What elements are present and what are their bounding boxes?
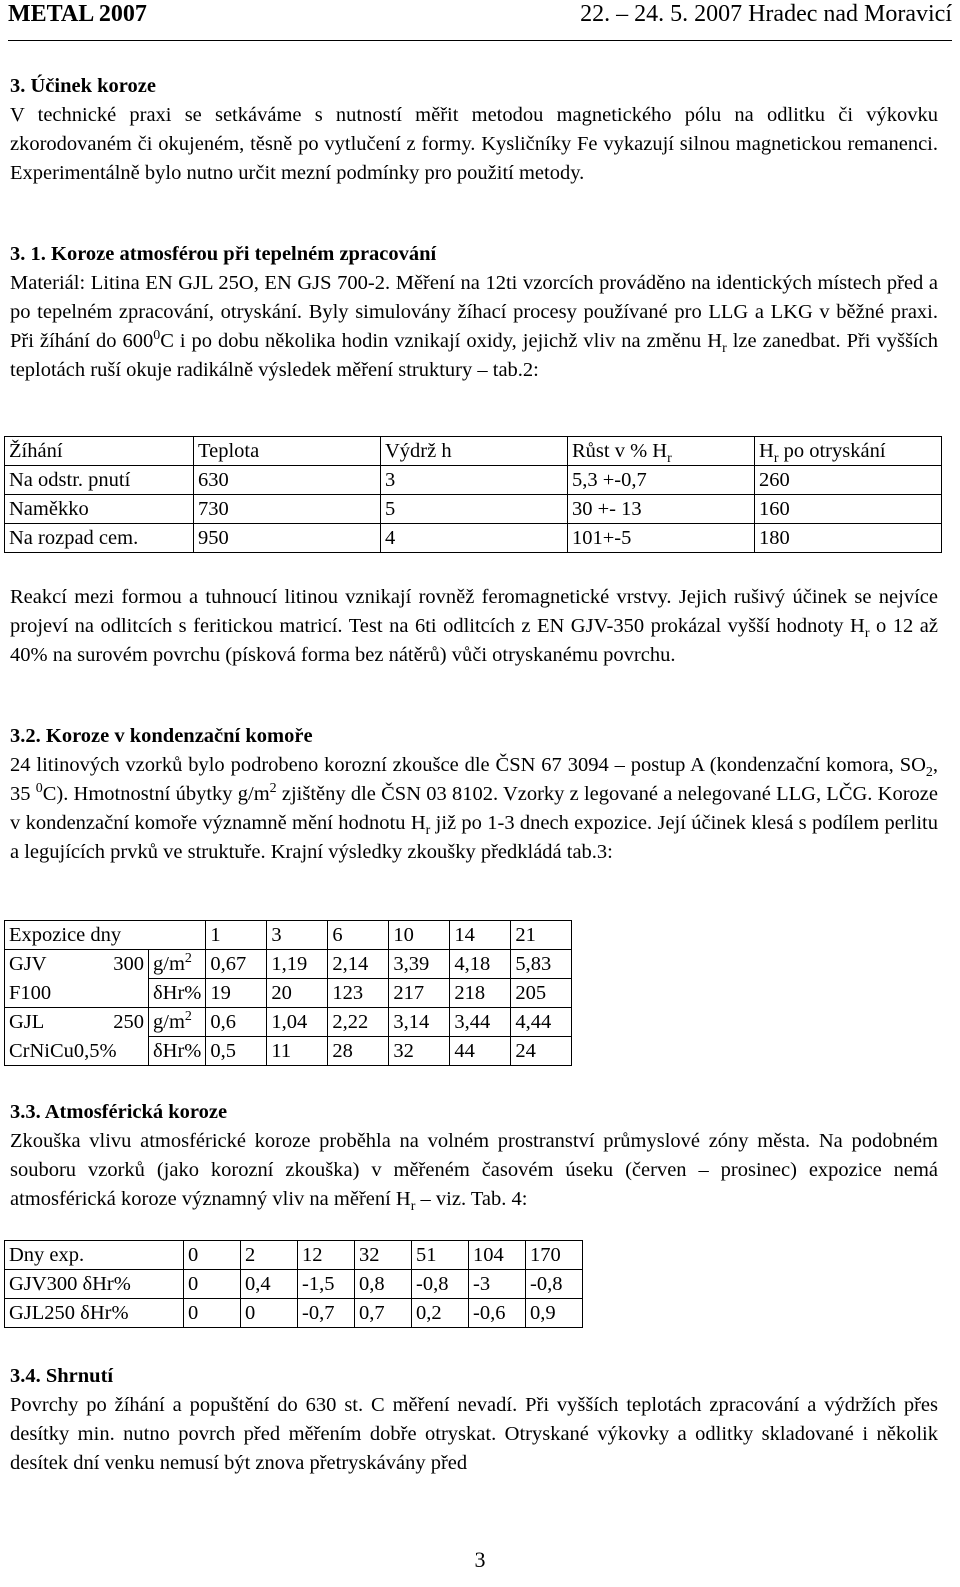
table-header-row [5, 921, 572, 950]
table-cell: 0,4 [241, 1270, 298, 1299]
row-label-cell: GJL250 δHr% [5, 1299, 184, 1328]
table-cell: 3,14 [389, 1008, 450, 1037]
header-cell: Růst v % $H_r$ [568, 437, 755, 466]
table-cell: 32 [355, 1241, 412, 1270]
section-3-3 [10, 1098, 938, 1214]
table-cell: 218 [450, 979, 511, 1008]
table-cell: 180 [755, 524, 942, 553]
section-3-1 [10, 240, 938, 385]
unit-cell: $g/m^2$ [149, 950, 206, 979]
table-cell: 51 [412, 1241, 469, 1270]
section-3-1-paragraph: Materiál: Litina EN GJL 25O, EN GJS 700-2. Měření na 12ti vzorcích prováděno na identických místech před a po tepelném zpracování, otryskání. Byly simulovány žíhací procesy používané pro LLG a LKG v běžné praxi. Při žíhání do $600^0C$ i po dobu několika hodin vznikají oxidy, jejichž vliv na změnu $H_r$ lze zanedbat. Při vyšších teplotách ruší okuje radikálně výsledek měření struktury – tab.2: [10, 272, 938, 381]
table-cell: 3,44 [450, 1008, 511, 1037]
table-cell: 0,2 [412, 1299, 469, 1328]
section-3-2-title: 3.2. Koroze v kondenzační komoře [10, 725, 313, 747]
table-cell: 30 +- 13 [568, 495, 755, 524]
table-cell: 4,44 [511, 1008, 572, 1037]
table-cell: 0,5 [206, 1037, 267, 1066]
header-cell: Expozice dny [5, 921, 206, 950]
section-3-2-paragraph: 24 litinových vzorků bylo podrobeno korozní zkoušce dle ČSN 67 3094 – postup A (kondenzační komora, $SO_2$, 35 $^0$C). Hmotnostní úbytky $g/m^2$ zjištěny dle ČSN 03 8102. Vzorky z legované a nelegované LLG, LČG. Koroze v kondenzační komoře významně mění hodnotu $H_r$ již po 1-3 dnech expozice. Její účinek klesá s podílem perlitu a legujících prvků ve struktuře. Krajní výsledky zkoušky předkládá tab.3: [10, 754, 938, 863]
table-row [5, 1299, 583, 1328]
table-cell: 12 [298, 1241, 355, 1270]
header-cell: Teplota [194, 437, 381, 466]
table-cell: 205 [511, 979, 572, 1008]
table-cell: 20 [267, 979, 328, 1008]
section-3-2 [10, 722, 938, 867]
table-cell: 5,83 [511, 950, 572, 979]
table-cell: -0,8 [526, 1270, 583, 1299]
table-body [5, 466, 942, 553]
table-cell: 32 [389, 1037, 450, 1066]
table-row [5, 1270, 583, 1299]
header-cell: Žíhání [5, 437, 194, 466]
table-cell: 950 [194, 524, 381, 553]
table-cell: 101+-5 [568, 524, 755, 553]
table-cell: -0,6 [469, 1299, 526, 1328]
table-row [5, 979, 572, 1008]
table-cell: 11 [267, 1037, 328, 1066]
table-row [5, 950, 572, 979]
header-cell: 6 [328, 921, 389, 950]
section-3 [10, 72, 938, 188]
section-3-3-title: 3.3. Atmosférická koroze [10, 1101, 228, 1123]
material-cell: GJV 300 [5, 950, 149, 979]
header-cell: 21 [511, 921, 572, 950]
table-cell: 3 [381, 466, 568, 495]
table-cell: 0 [241, 1299, 298, 1328]
table-cell: 5 [381, 495, 568, 524]
annealing-table [4, 436, 942, 553]
exposure-table [4, 920, 572, 1066]
table-cell: 0,7 [355, 1299, 412, 1328]
table-row [5, 1037, 572, 1066]
row-label-cell: GJV300 δHr% [5, 1270, 184, 1299]
material-cell: F100 [5, 979, 149, 1008]
table-row [5, 524, 942, 553]
casting-paragraph: Reakcí mezi formou a tuhnoucí litinou vznikají rovněž feromagnetické vrstvy. Jejich rušivý účinek se nejvíce projeví na odlitcích s feritickou matricí. Test na 6ti odlitcích z EN GJV-350 prokázal vyšší hodnoty $H_r$ o 12 až 40% na surovém povrchu (písková forma bez nátěrů) vůči otryskanému povrchu. [10, 586, 938, 666]
page-number: 3 [474, 1547, 486, 1572]
table-cell: 4 [381, 524, 568, 553]
table-cell: Na odstr. pnutí [5, 466, 194, 495]
table-row [5, 1008, 572, 1037]
section-3-4 [10, 1362, 938, 1478]
header-cell: 10 [389, 921, 450, 950]
table-cell: 0,6 [206, 1008, 267, 1037]
table-cell: 160 [755, 495, 942, 524]
table-cell: 3,39 [389, 950, 450, 979]
event-info: 22. – 24. 5. 2007 Hradec nad Moravicí [580, 1, 952, 27]
table-cell: 0,67 [206, 950, 267, 979]
row-label-cell: Dny exp. [5, 1241, 184, 1270]
page-header [8, 0, 952, 41]
section-3-paragraph: V technické praxi se setkáváme s nutností měřit metodou magnetického pólu na odlitku či výkovku zkorodovaném či okujeném, těsně po vytlučení z formy. Kysličníky Fe vykazují silnou magnetickou remanenci. Experimentálně bylo nutno určit mezní podmínky pro použití metody. [10, 104, 938, 184]
table-cell: 2,22 [328, 1008, 389, 1037]
table-row [5, 495, 942, 524]
table-row [5, 466, 942, 495]
table-cell: 104 [469, 1241, 526, 1270]
table-cell: 4,18 [450, 950, 511, 979]
table-cell: -0,7 [298, 1299, 355, 1328]
table-cell: 0,8 [355, 1270, 412, 1299]
table-cell: 2,14 [328, 950, 389, 979]
table-cell: 19 [206, 979, 267, 1008]
table-cell: 0 [184, 1270, 241, 1299]
header-cell: $H_r$ po otryskání [755, 437, 942, 466]
table-cell: 123 [328, 979, 389, 1008]
table-cell: Na rozpad cem. [5, 524, 194, 553]
header-cell: 3 [267, 921, 328, 950]
table-cell: -0,8 [412, 1270, 469, 1299]
table-cell: 0 [184, 1299, 241, 1328]
atmospheric-table [4, 1240, 583, 1328]
table-cell: 28 [328, 1037, 389, 1066]
table-cell: -3 [469, 1270, 526, 1299]
table-cell: 24 [511, 1037, 572, 1066]
table-cell: -1,5 [298, 1270, 355, 1299]
table-cell: 44 [450, 1037, 511, 1066]
table-row [5, 1241, 583, 1270]
header-cell: 14 [450, 921, 511, 950]
section-3-3-paragraph: Zkouška vlivu atmosférické koroze proběhla na volném prostranství průmyslové zóny města. Na podobném souboru vzorků (jako korozní zkouška) v měřeném časovém úseku (červen – prosinec) expozice nemá atmosférická koroze významný vliv na měření $H_r$ – viz. Tab. 4: [10, 1130, 938, 1215]
table-cell: 217 [389, 979, 450, 1008]
table-header-row [5, 437, 942, 466]
section-3-title: 3. Účinek koroze [10, 75, 156, 97]
header-cell: 1 [206, 921, 267, 950]
table-cell: 0 [184, 1241, 241, 1270]
table-cell: 0,9 [526, 1299, 583, 1328]
table-cell: 1,04 [267, 1008, 328, 1037]
conference-name: METAL 2007 [8, 1, 147, 27]
table-cell: 1,19 [267, 950, 328, 979]
table-cell: 2 [241, 1241, 298, 1270]
table-cell: Naměkko [5, 495, 194, 524]
section-3-1-title: 3. 1. Koroze atmosférou při tepelném zpracování [10, 243, 437, 265]
header-cell: Výdrž h [381, 437, 568, 466]
section-3-4-paragraph: Povrchy po žíhání a popuštění do 630 st. C měření nevadí. Při vyšších teplotách zpracování a výdržích přes desítky min. nutno povrch před měřením dobře otryskat. Otryskané výkovky a odlitky skladované i několik desítek dní venku nemusí být znova přetryskávány před [10, 1394, 938, 1474]
unit-cell: δHr% [149, 1037, 206, 1066]
unit-cell: $g/m^2$ [149, 1008, 206, 1037]
section-3-4-title: 3.4. Shrnutí [10, 1365, 114, 1387]
table-cell: 5,3 +-0,7 [568, 466, 755, 495]
unit-cell: δHr% [149, 979, 206, 1008]
material-cell: GJL 250 [5, 1008, 149, 1037]
table-cell: 630 [194, 466, 381, 495]
table-cell: 260 [755, 466, 942, 495]
table-cell: 730 [194, 495, 381, 524]
table-cell: 170 [526, 1241, 583, 1270]
material-cell: CrNiCu0,5% [5, 1037, 149, 1066]
